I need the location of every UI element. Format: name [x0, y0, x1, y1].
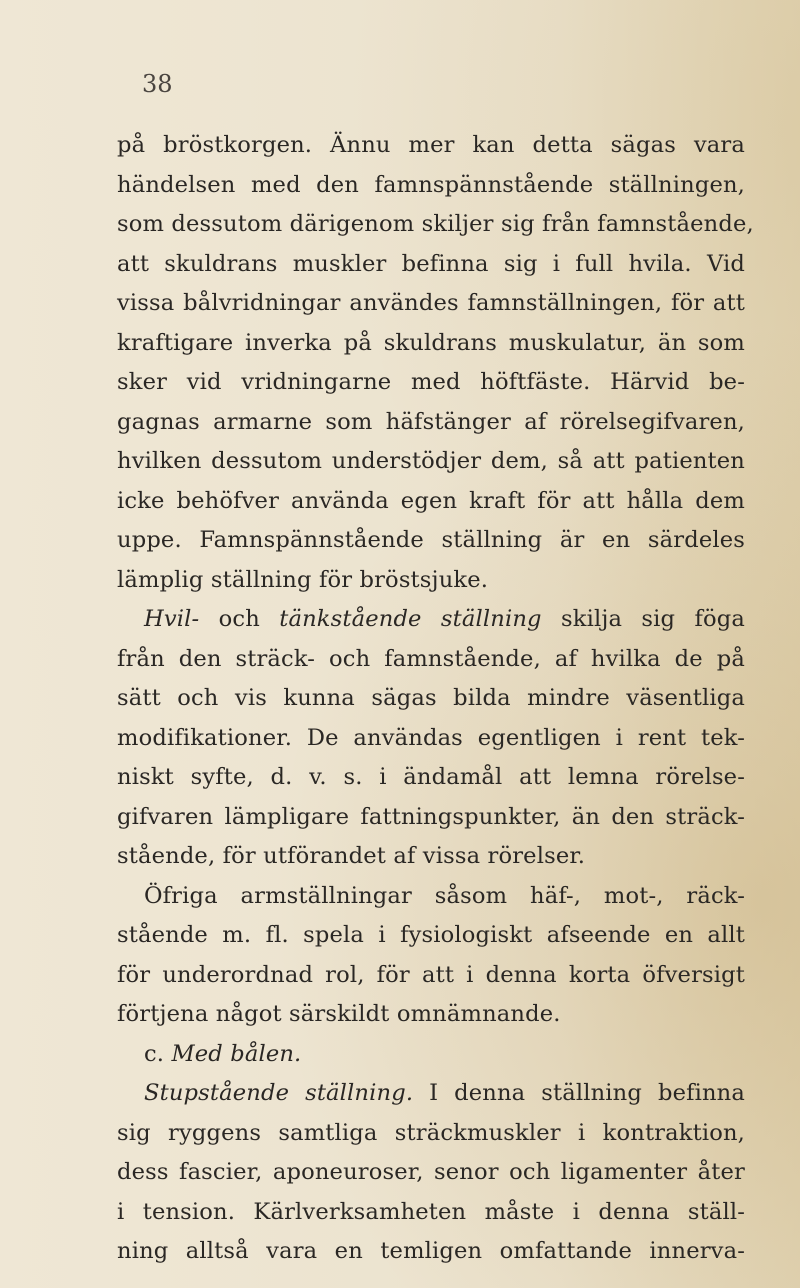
text-line: att skuldrans muskler befinna sig i full hvila. Vid [117, 250, 745, 277]
text-line: gagnas armarne som häfstänger af rörelsegifvaren, [117, 408, 745, 435]
paragraph-start-line [117, 600, 745, 640]
text-line: förtjena något särskildt omnämnande. [117, 1001, 561, 1027]
text-line: från den sträck- och famnstående, af hvilka de på [117, 645, 745, 672]
body-text [117, 126, 754, 1272]
page-number: 38 [142, 70, 173, 98]
text-line: sig ryggens samtliga sträckmuskler i kontraktion, [117, 1119, 745, 1146]
text-line: sätt och vis kunna sägas bilda mindre väsentliga [117, 685, 745, 711]
text-line: stående m. fl. spela i fysiologiskt afseende en allt [117, 922, 745, 948]
text-line: vissa bålvridningar användes famnställningen, för att [117, 290, 745, 316]
text-line: modifikationer. De användas egentligen i rent tek- [117, 724, 745, 751]
italic-term: tänkstående ställning [279, 606, 542, 632]
text-line: händelsen med den famnspännstående ställningen, [117, 171, 745, 198]
text-line: på bröstkorgen. Ännu mer kan detta sägas vara [117, 132, 745, 158]
text-line: lämplig ställning för bröstsjuke. [117, 566, 489, 593]
text-run: I denna ställning befinna [413, 1080, 745, 1106]
text-line: för underordnad rol, för att i denna korta öfversigt [117, 961, 745, 988]
text-line: hvilken dessutom understödjer dem, så att patienten [117, 448, 745, 474]
section-title: Med bålen. [171, 1040, 302, 1067]
text-run: och [199, 606, 280, 632]
italic-term: Hvil- [144, 606, 200, 632]
section-heading [117, 1035, 745, 1075]
text-line: stående, för utförandet af vissa rörelser. [117, 843, 586, 869]
paragraph-start-line [117, 1074, 745, 1114]
text-line: dess fascier, aponeuroser, senor och ligamenter åter [117, 1159, 745, 1185]
text-run: skilja sig föga [541, 606, 745, 632]
text-line: ning alltså vara en temligen omfattande innerva- [117, 1238, 745, 1264]
text-line: kraftigare inverka på skuldrans muskulatur, än som [117, 329, 745, 356]
text-line: uppe. Famnspännstående ställning är en särdeles [117, 527, 745, 553]
text-line: sker vid vridningarne med höftfäste. Härvid be- [117, 369, 745, 395]
text-line: som dessutom därigenom skiljer sig från famnstående, [117, 211, 754, 237]
italic-term: Stupstående ställning. [144, 1080, 414, 1106]
text-line: i tension. Kärlverksamheten måste i denna ställ- [117, 1198, 745, 1225]
paragraph-start-line: Öfriga armställningar såsom häf-, mot-, räck- [144, 882, 745, 909]
text-line: gifvaren lämpligare fattningspunkter, än den sträck- [117, 803, 745, 830]
section-letter: c. [144, 1040, 172, 1067]
text-line: niskt syfte, d. v. s. i ändamål att lemna rörelse- [117, 764, 745, 790]
text-line: icke behöfver använda egen kraft för att hålla dem [117, 487, 745, 514]
